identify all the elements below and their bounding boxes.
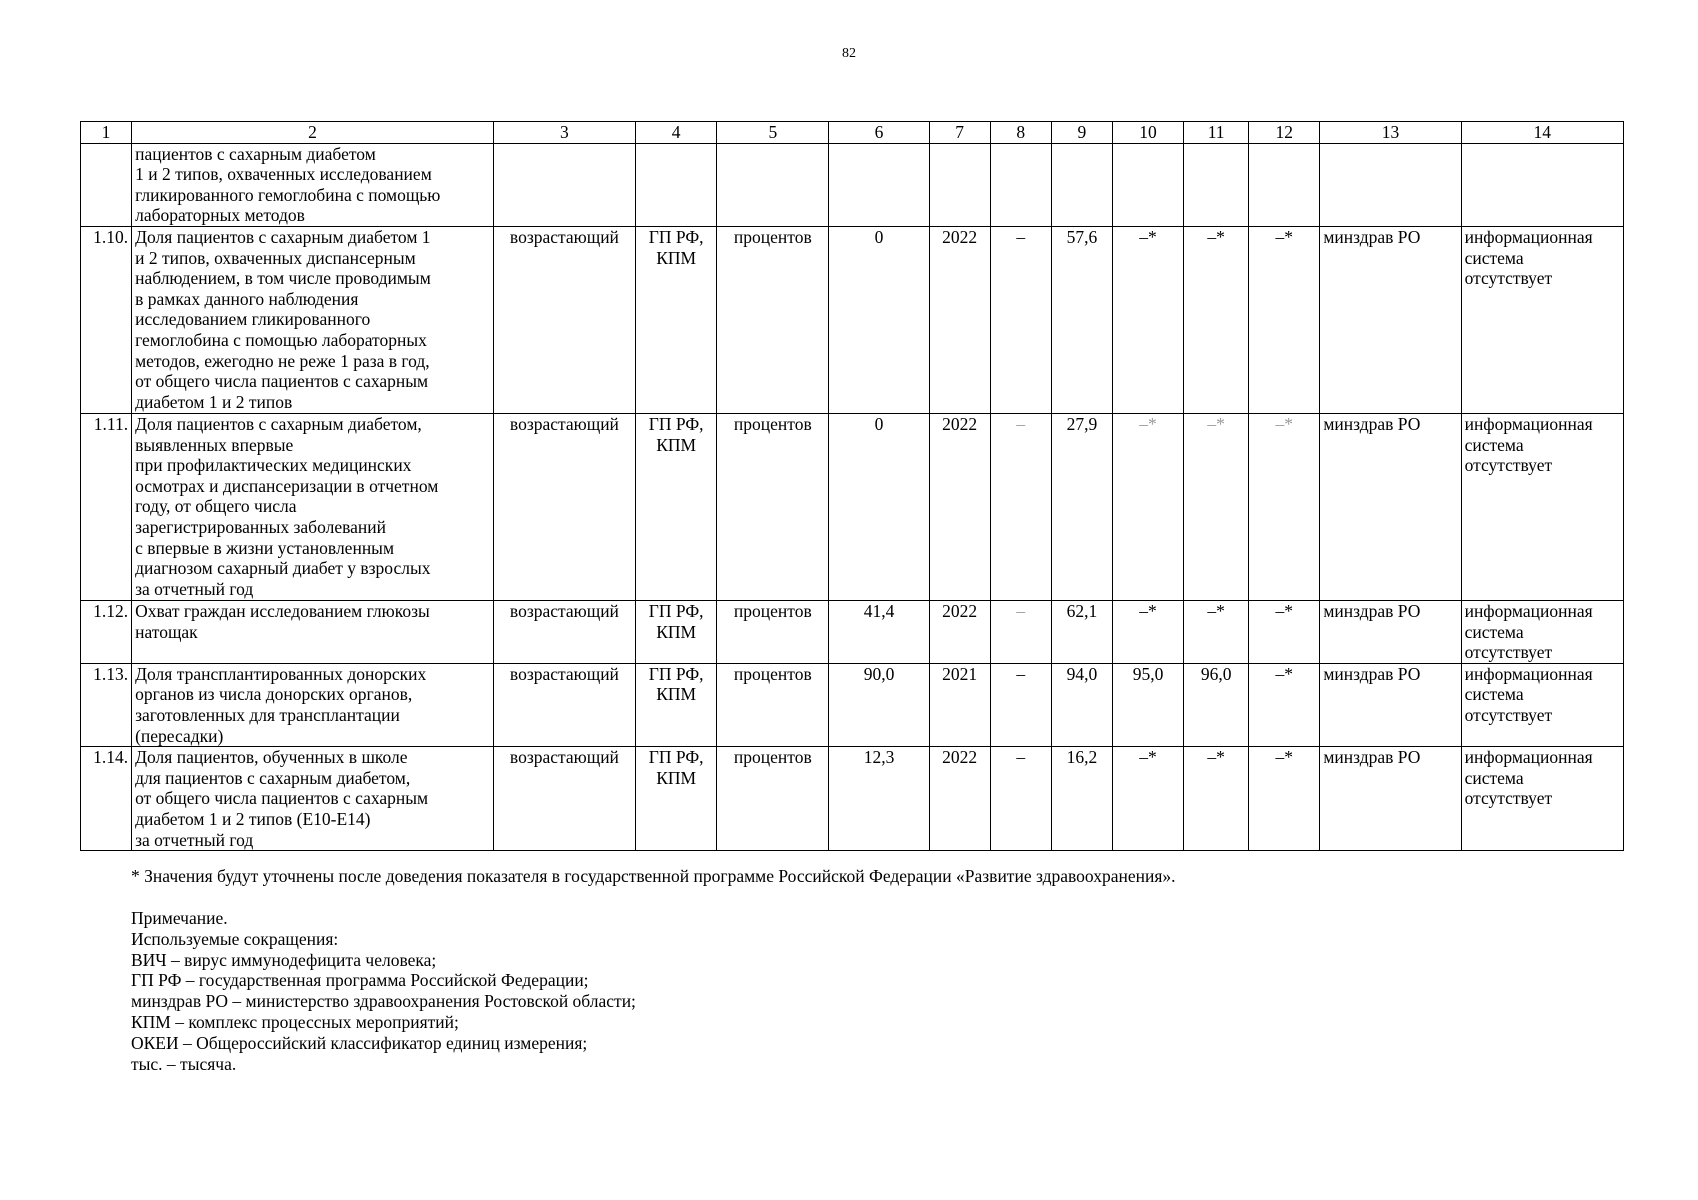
indicator-name-cell: Доля пациентов, обученных в школе для пациентов с сахарным диабетом, от общего числа пациентов с сахарным диабетом 1 и 2 типов (Е10-Е14) за отчетный год (132, 747, 494, 851)
column-header: 3 (493, 122, 635, 144)
value-cell-12: –* (1249, 413, 1320, 600)
cell-empty (929, 143, 990, 226)
value-cell-12: –* (1249, 226, 1320, 413)
column-header: 10 (1112, 122, 1183, 144)
indicator-name-cell: Охват граждан исследованием глюкозы натощак (132, 600, 494, 663)
note-line: тыс. – тысяча. (131, 1053, 237, 1074)
value-cell-9: 27,9 (1051, 413, 1112, 600)
note-line: Используемые сокращения: (131, 928, 339, 949)
indicator-type-cell: ГП РФ, КПМ (636, 663, 717, 746)
info-system-cell: информационная система отсутствует (1461, 600, 1623, 663)
direction-cell: возрастающий (493, 413, 635, 600)
direction-cell: возрастающий (493, 226, 635, 413)
indicator-number-cell: 1.13. (81, 663, 132, 746)
note-line: КПМ – комплекс процессных мероприятий; (131, 1011, 459, 1032)
value-cell-10: –* (1112, 226, 1183, 413)
value-cell-10: –* (1112, 600, 1183, 663)
value-cell-11: –* (1184, 600, 1249, 663)
column-header: 5 (717, 122, 829, 144)
base-year-cell: 2022 (929, 747, 990, 851)
responsible-cell: минздрав РО (1320, 747, 1461, 851)
unit-cell: процентов (717, 600, 829, 663)
value-cell-11: –* (1184, 226, 1249, 413)
direction-cell: возрастающий (493, 600, 635, 663)
info-system-cell: информационная система отсутствует (1461, 747, 1623, 851)
direction-cell: возрастающий (493, 663, 635, 746)
indicator-number-cell: 1.10. (81, 226, 132, 413)
cell-empty (990, 143, 1051, 226)
notes-block (131, 908, 636, 1074)
table-row (81, 663, 1624, 746)
value-cell-8: – (990, 747, 1051, 851)
unit-cell: процентов (717, 413, 829, 600)
base-value-cell: 90,0 (829, 663, 929, 746)
base-value-cell: 0 (829, 226, 929, 413)
info-system-cell: информационная система отсутствует (1461, 413, 1623, 600)
table-header-row (81, 122, 1624, 144)
column-header: 4 (636, 122, 717, 144)
table-row (81, 413, 1624, 600)
indicator-type-cell: ГП РФ, КПМ (636, 600, 717, 663)
base-year-cell: 2022 (929, 600, 990, 663)
info-system-cell: информационная система отсутствует (1461, 226, 1623, 413)
table-row (81, 226, 1624, 413)
column-header: 6 (829, 122, 929, 144)
note-line: ВИЧ – вирус иммунодефицита человека; (131, 949, 437, 970)
column-header: 11 (1184, 122, 1249, 144)
responsible-cell: минздрав РО (1320, 226, 1461, 413)
indicator-type-cell: ГП РФ, КПМ (636, 747, 717, 851)
note-line: минздрав РО – министерство здравоохранения Ростовской области; (131, 991, 636, 1012)
page-number: 82 (842, 46, 856, 61)
value-cell-11: 96,0 (1184, 663, 1249, 746)
responsible-cell: минздрав РО (1320, 600, 1461, 663)
column-header: 14 (1461, 122, 1623, 144)
base-value-cell: 12,3 (829, 747, 929, 851)
value-cell-11: –* (1184, 747, 1249, 851)
cell-empty (829, 143, 929, 226)
indicator-name-cell: пациентов с сахарным диабетом 1 и 2 типов, охваченных исследованием гликированного гемоглобина с помощью лабораторных методов (132, 143, 494, 226)
indicator-name-cell: Доля пациентов с сахарным диабетом, выявленных впервые при профилактических медицинских осмотрах и диспансеризации в отчетном году, от общего числа зарегистрированных заболеваний с впервые в жизни установленным диагнозом сахарный диабет у взрослых за отчетный год (132, 413, 494, 600)
note-line: ГП РФ – государственная программа Российской Федерации; (131, 970, 589, 991)
indicator-number-cell: 1.12. (81, 600, 132, 663)
value-cell-10: –* (1112, 413, 1183, 600)
table-row-continuation (81, 143, 1624, 226)
base-value-cell: 0 (829, 413, 929, 600)
base-value-cell: 41,4 (829, 600, 929, 663)
value-cell-12: –* (1249, 747, 1320, 851)
indicator-type-cell: ГП РФ, КПМ (636, 226, 717, 413)
note-line: Примечание. (131, 908, 228, 928)
column-header: 9 (1051, 122, 1112, 144)
unit-cell: процентов (717, 226, 829, 413)
table-row (81, 747, 1624, 851)
value-cell-8: – (990, 663, 1051, 746)
value-cell-9: 62,1 (1051, 600, 1112, 663)
value-cell-11: –* (1184, 413, 1249, 600)
cell-empty (1184, 143, 1249, 226)
cell-empty (81, 143, 132, 226)
indicator-number-cell: 1.14. (81, 747, 132, 851)
base-year-cell: 2021 (929, 663, 990, 746)
column-header: 7 (929, 122, 990, 144)
cell-empty (1112, 143, 1183, 226)
cell-empty (1461, 143, 1623, 226)
value-cell-8: – (990, 600, 1051, 663)
indicator-number-cell: 1.11. (81, 413, 132, 600)
responsible-cell: минздрав РО (1320, 413, 1461, 600)
column-header: 13 (1320, 122, 1461, 144)
indicator-type-cell: ГП РФ, КПМ (636, 413, 717, 600)
value-cell-8: – (990, 226, 1051, 413)
base-year-cell: 2022 (929, 413, 990, 600)
cell-empty (1051, 143, 1112, 226)
value-cell-12: –* (1249, 663, 1320, 746)
value-cell-8: – (990, 413, 1051, 600)
footnote: * Значения будут уточнены после доведения показателя в государственной программе Российской Федерации «Развитие здравоохранения». (131, 866, 1176, 886)
base-year-cell: 2022 (929, 226, 990, 413)
cell-empty (636, 143, 717, 226)
table-rows (81, 226, 1624, 850)
column-header: 8 (990, 122, 1051, 144)
value-cell-10: 95,0 (1112, 663, 1183, 746)
value-cell-9: 94,0 (1051, 663, 1112, 746)
unit-cell: процентов (717, 663, 829, 746)
cell-empty (1249, 143, 1320, 226)
column-header: 2 (132, 122, 494, 144)
cell-empty (493, 143, 635, 226)
cell-empty (1320, 143, 1461, 226)
value-cell-12: –* (1249, 600, 1320, 663)
column-header: 12 (1249, 122, 1320, 144)
value-cell-10: –* (1112, 747, 1183, 851)
unit-cell: процентов (717, 747, 829, 851)
note-line: ОКЕИ – Общероссийский классификатор единиц измерения; (131, 1032, 588, 1053)
indicators-table (80, 121, 1624, 851)
direction-cell: возрастающий (493, 747, 635, 851)
responsible-cell: минздрав РО (1320, 663, 1461, 746)
cell-empty (717, 143, 829, 226)
column-header: 1 (81, 122, 132, 144)
info-system-cell: информационная система отсутствует (1461, 663, 1623, 746)
table-row (81, 600, 1624, 663)
indicator-name-cell: Доля трансплантированных донорских органов из числа донорских органов, заготовленных для трансплантации (пересадки) (132, 663, 494, 746)
indicator-name-cell: Доля пациентов с сахарным диабетом 1 и 2 типов, охваченных диспансерным наблюдением, в том числе проводимым в рамках данного наблюдения исследованием гликированного гемоглобина с помощью лабораторных методов, ежегодно не реже 1 раза в год, от общего числа пациентов с сахарным диабетом 1 и 2 типов (132, 226, 494, 413)
value-cell-9: 57,6 (1051, 226, 1112, 413)
value-cell-9: 16,2 (1051, 747, 1112, 851)
